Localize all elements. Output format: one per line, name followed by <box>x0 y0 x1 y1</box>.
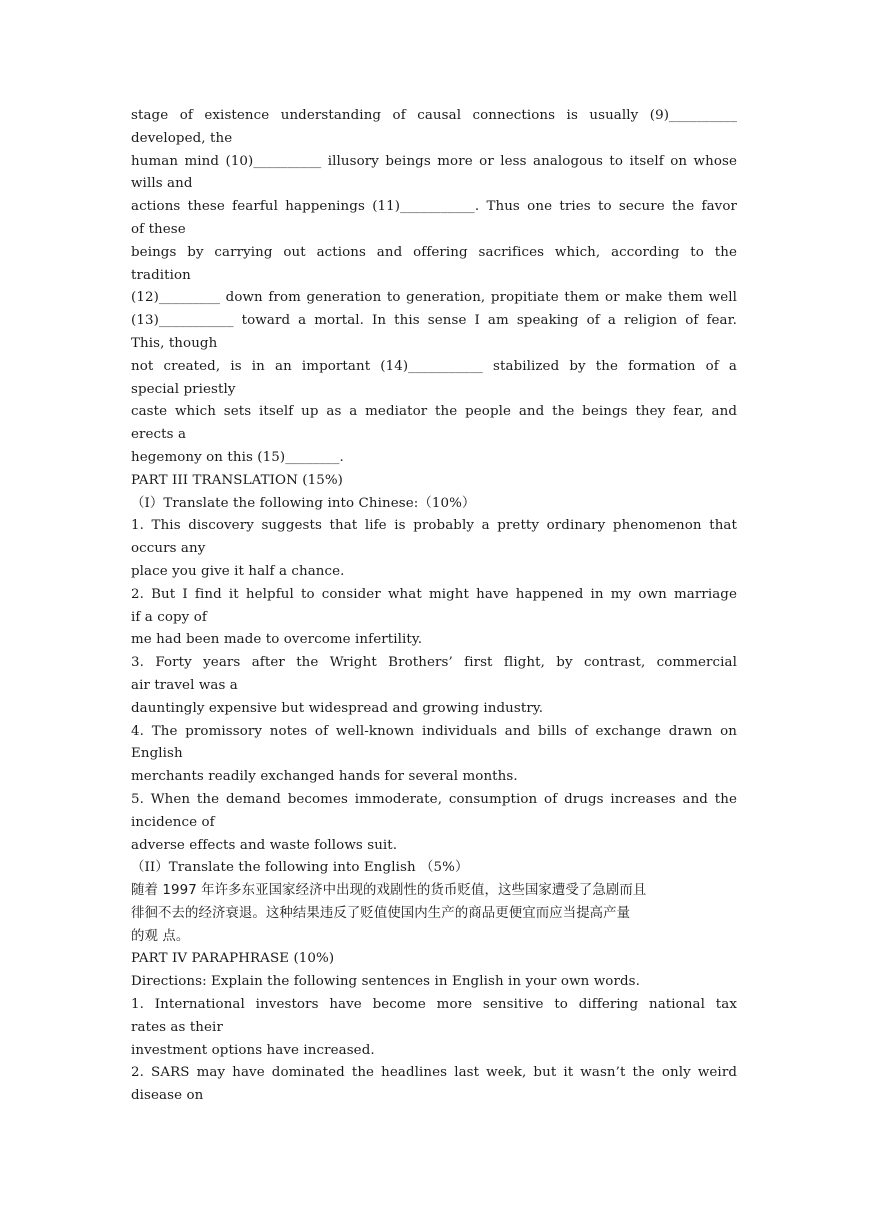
text-line: 5. When the demand becomes immoderate, consumption of drugs increases and the <box>131 791 737 807</box>
text-line: erects a <box>131 427 187 443</box>
text-line: rates as their <box>131 1019 223 1035</box>
text-line: special priestly <box>131 381 236 397</box>
text-line: investment options have increased. <box>131 1042 375 1058</box>
text-line: This, though <box>131 335 218 351</box>
text-line: PART III TRANSLATION (15%) <box>131 472 343 488</box>
text-line: merchants readily exchanged hands for several months. <box>131 769 518 785</box>
document-body <box>131 105 737 1108</box>
text-line: of these <box>131 221 186 237</box>
text-line: actions these fearful happenings (11)___________. Thus one tries to secure the favor <box>131 199 737 215</box>
text-line: (13)___________ toward a mortal. In this sense I am speaking of a religion of fear. <box>131 313 737 329</box>
text-line: occurs any <box>131 541 206 557</box>
text-line: 徘徊不去的经济衰退。这种结果违反了贬值使国内生产的商品更便宜而应当提高产量 <box>131 905 631 921</box>
text-line: (12)_________ down from generation to generation, propitiate them or make them well <box>131 290 737 306</box>
text-line: PART IV PARAPHRASE (10%) <box>131 951 335 967</box>
text-line: caste which sets itself up as a mediator the people and the beings they fear, and <box>131 404 737 420</box>
text-line: place you give it half a chance. <box>131 563 345 579</box>
text-line: 1. This discovery suggests that life is probably a pretty ordinary phenomenon that <box>131 518 737 534</box>
text-line: （II）Translate the following into English （5%） <box>131 860 469 876</box>
text-line: developed, the <box>131 130 233 146</box>
text-line: incidence of <box>131 814 215 830</box>
text-line: dauntingly expensive but widespread and growing industry. <box>131 700 544 716</box>
text-line: 2. SARS may have dominated the headlines last week, but it wasn’t the only weird <box>131 1065 737 1081</box>
text-line: not created, is in an important (14)___________ stabilized by the formation of a <box>131 358 737 374</box>
text-line: if a copy of <box>131 609 207 625</box>
text-line: 的观 点。 <box>131 928 190 944</box>
text-line: me had been made to overcome infertility. <box>131 632 423 648</box>
text-line: 随着 1997 年许多东亚国家经济中出现的戏剧性的货币贬值，这些国家遭受了急剧而且 <box>131 883 647 899</box>
text-line: （I）Translate the following into Chinese:（10%） <box>131 495 476 511</box>
text-line: adverse effects and waste follows suit. <box>131 837 398 853</box>
text-line: English <box>131 746 183 762</box>
text-line: human mind (10)__________ illusory beings more or less analogous to itself on whose <box>131 153 737 169</box>
text-line: wills and <box>131 176 193 192</box>
text-line: 1. International investors have become more sensitive to differing national tax <box>131 997 737 1013</box>
text-line: air travel was a <box>131 677 238 693</box>
text-line: stage of existence understanding of causal connections is usually (9)__________ <box>131 108 737 123</box>
text-line: 3. Forty years after the Wright Brothers’ first flight, by contrast, commercial <box>131 655 737 671</box>
text-line: hegemony on this (15)________. <box>131 449 344 465</box>
text-line: beings by carrying out actions and offering sacrifices which, according to the <box>131 244 737 260</box>
text-line: 4. The promissory notes of well-known individuals and bills of exchange drawn on <box>131 723 737 739</box>
text-line: disease on <box>131 1088 204 1104</box>
text-line: tradition <box>131 267 191 283</box>
text-line: Directions: Explain the following sentences in English in your own words. <box>131 974 640 990</box>
text-line: 2. But I find it helpful to consider what might have happened in my own marriage <box>131 586 737 602</box>
